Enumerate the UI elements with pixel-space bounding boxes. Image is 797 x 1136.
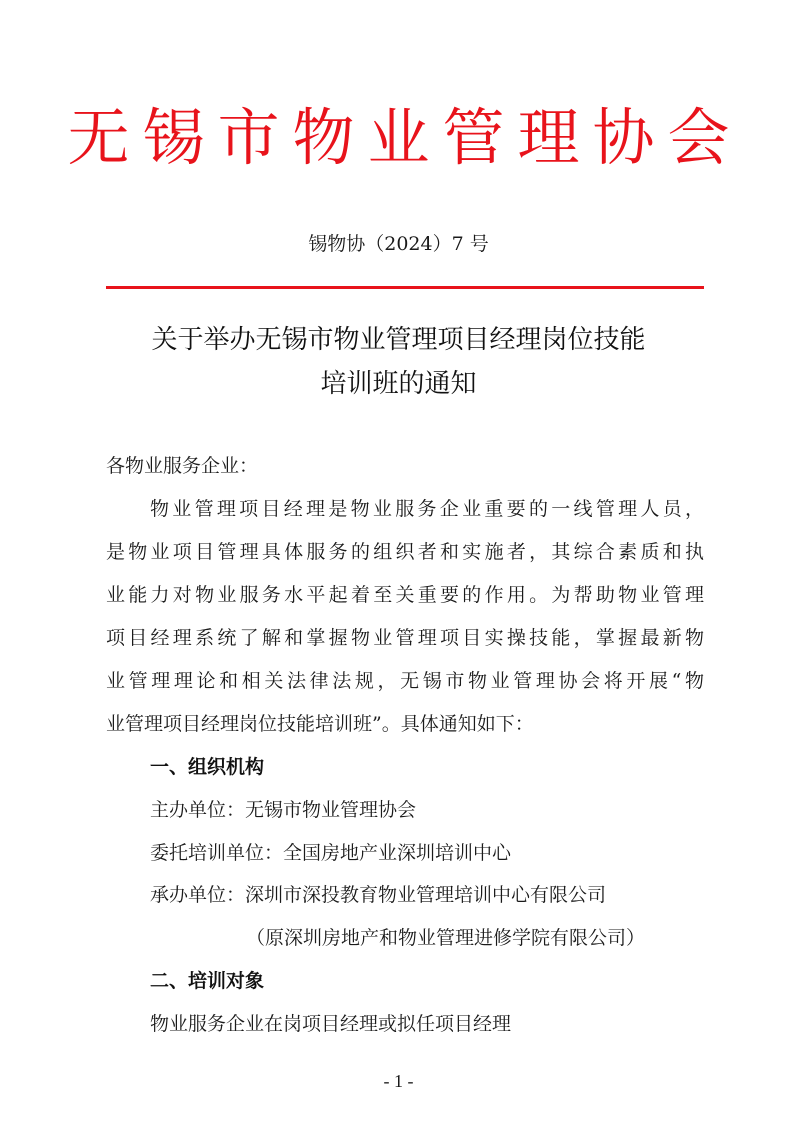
salutation: 各物业服务企业： xyxy=(106,455,259,477)
intro-paragraph-line: 业能力对物业服务水平起着至关重要的作用。为帮助物业管理 xyxy=(106,584,704,606)
intro-paragraph-line: 物业管理项目经理是物业服务企业重要的一线管理人员， xyxy=(150,498,704,520)
section-heading-organization: 一、组织机构 xyxy=(150,756,265,778)
red-divider-rule xyxy=(106,286,704,289)
intro-paragraph-line: 项目经理系统了解和掌握物业管理项目实操技能，掌握最新物 xyxy=(106,627,704,649)
section-heading-trainees: 二、培训对象 xyxy=(150,970,265,992)
intro-paragraph-line: 业管理项目经理岗位技能培训班”。具体通知如下： xyxy=(106,713,534,735)
organizer-line: 主办单位：无锡市物业管理协会 xyxy=(150,799,417,821)
issuing-organization-header: 无锡市物业管理协会 xyxy=(67,101,743,174)
trainees-line: 物业服务企业在岗项目经理或拟任项目经理 xyxy=(150,1013,512,1035)
undertaking-unit-line: 承办单位：深圳市深投教育物业管理培训中心有限公司 xyxy=(150,884,607,906)
document-title-line-2: 培训班的通知 xyxy=(320,369,477,399)
page-number: - 1 - xyxy=(383,1071,414,1091)
document-title-line-1: 关于举办无锡市物业管理项目经理岗位技能 xyxy=(151,325,646,355)
commissioned-training-unit-line: 委托培训单位：全国房地产业深圳培训中心 xyxy=(150,842,512,864)
intro-paragraph-line: 是物业项目管理具体服务的组织者和实施者，其综合素质和执 xyxy=(106,541,704,563)
intro-paragraph-line: 业管理理论和相关法律法规，无锡市物业管理协会将开展“物 xyxy=(106,670,704,692)
undertaking-unit-former-name: （原深圳房地产和物业管理进修学院有限公司） xyxy=(246,927,646,949)
document-number: 锡物协（2024）7 号 xyxy=(308,233,489,255)
